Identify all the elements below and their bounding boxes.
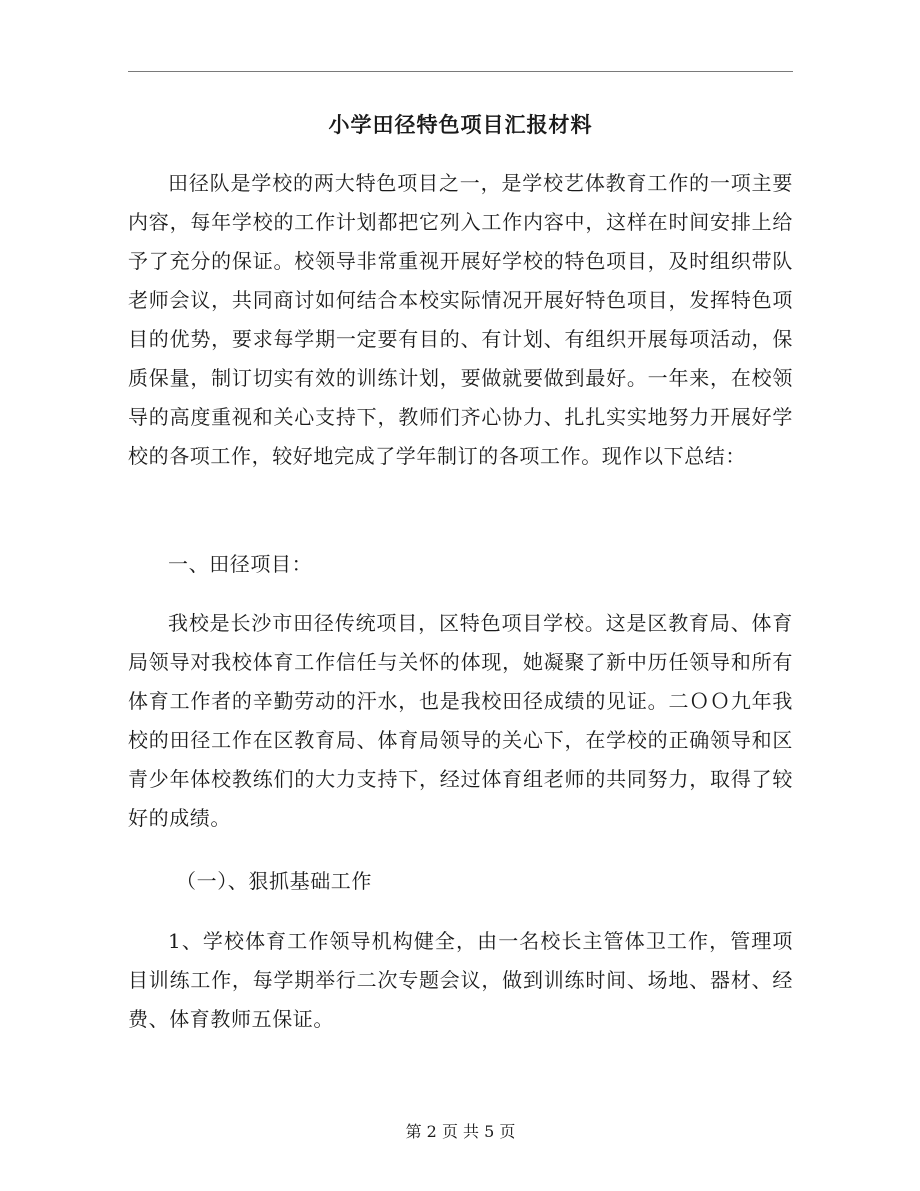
document-title: 小学田径特色项目汇报材料 bbox=[328, 112, 593, 137]
intro-paragraph: 田径队是学校的两大特色项目之一，是学校艺体教育工作的一项主要内容，每年学校的工作计划都把它列入工作内容中，这样在时间安排上给予了充分的保证。校领导非常重视开展好学校的特色项目，及时组织带队老师会议，共同商讨如何结合本校实际情况开展好特色项目，发挥特色项目的优势，要求每学期一定要有目的、有计划、有组织开展每项活动，保质保量，制订切实有效的训练计划，要做就要做到最好。一年来，在校领导的高度重视和关心支持下，教师们齐心协力、扎扎实实地努力开展好学校的各项工作，较好地完成了学年制订的各项工作。现作以下总结： bbox=[128, 171, 793, 468]
page-number-footer: 第 2 页 共 5 页 bbox=[405, 1122, 516, 1141]
section-heading-track-field: 一、田径项目： bbox=[168, 552, 313, 576]
item-paragraph-1: 1、学校体育工作领导机构健全，由一名校长主管体卫工作，管理项目训练工作，每学期举行二次专题会议，做到训练时间、场地、器材、经费、体育教师五保证。 bbox=[128, 929, 793, 1031]
header-rule bbox=[128, 71, 793, 72]
subsection-heading-basics: （一）、狠抓基础工作 bbox=[176, 869, 372, 893]
section-paragraph-track-field: 我校是长沙市田径传统项目，区特色项目学校。这是区教育局、体育局领导对我校体育工作信任与关怀的体现，她凝聚了新中历任领导和所有体育工作者的辛勤劳动的汗水，也是我校田径成绩的见证。二ＯＯ九年我校的田径工作在区教育局、体育局领导的关心下，在学校的正确领导和区青少年体校教练们的大力支持下，经过体育组老师的共同努力，取得了较好的成绩。 bbox=[128, 611, 793, 830]
